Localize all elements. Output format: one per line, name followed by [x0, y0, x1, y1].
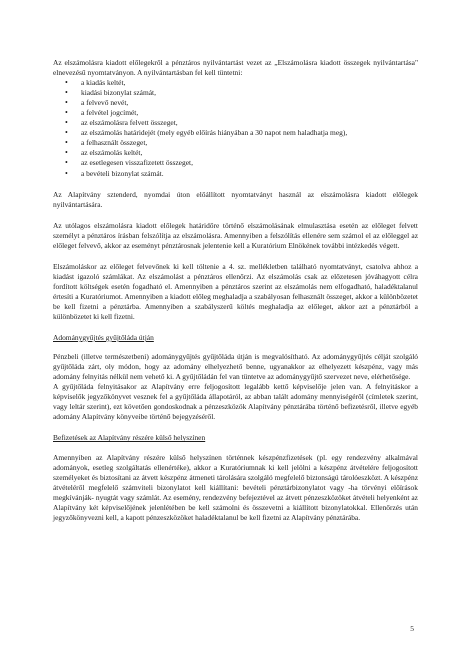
paragraph-collection-box: Pénzbeli (illetve természetbeni) adománygyűjtés gyűjtőláda útján is megvalósítható. Az adománygyűjtés célját szolgáló gyűjtőláda zárt, oly módon, hogy az adomány elhelyezhető benne, ugyanakkor az elhelyezett készpénz, vagy más adomány felnyitás nélkül nem vehető ki. A gyűjtőládán fel van tüntetve az adománygyűjtő szervezet neve, elérhetősége.: [53, 352, 418, 382]
section-heading-external-payments: Befizetések az Alapítvány részére külső helyszínen: [53, 433, 206, 443]
paragraph-deadline: Az utólagos elszámolásra kiadott előlegek határidőre történő elszámolásának elmulasztása esetén az előleget felvett személyt a pénztáros írásban felszólítja az elszámolásra. Amennyiben a felszólítás ellenére sem számol el az előleggel az előleget felvevő, akkor az eseményt pénztárosnak jelentenie kell a Kuratórium Elnökének további intézkedés végett.: [53, 220, 418, 250]
paragraph-settlement: Elszámoláskor az előleget felvevőnek ki kell töltenie a 4. sz. mellékletben található nyomtatványt, csatolva ahhoz a kiadást igazoló számlákat. Az elszámolást a pénztáros ellenőrzi. Az elszámolás csak az előzetesen jóváhagyott célra fordított költségek esetén fogadható el. Amennyiben a pénztáros szerint az elszámolás nem elfogadható, haladéktalanul értesíti a Kuratóriumot. Amennyiben a kiadott előleg meghaladja a szabályosan felhasznált összeget, akkor a különbözetet be kell fizetni a pénztárba. Amennyiben a szabályszerű költés meghaladja az előleget, akkor azt a pénztárból a különbözetet ki kell fizetni.: [53, 261, 418, 322]
register-fields-list: [53, 78, 418, 178]
list-item: • a bevételi bizonylat számát.: [53, 169, 418, 179]
list-item: • a felvétel jogcímét,: [53, 108, 418, 118]
page-number: 5: [410, 624, 414, 633]
list-item: • az elszámolás határidejét (mely egyéb előírás hiányában a 30 napot nem haladhatja meg),: [53, 128, 418, 138]
list-item: • kiadási bizonylat számát,: [53, 88, 418, 98]
paragraph-box-opening: A gyűjtőláda felnyitásakor az Alapítvány erre feljogosított legalább kettő képviselője jelen van. A felnyitáskor a képviselők jegyzőkönyvet vesznek fel a gyűjtőláda állapotáról, az abban talált adomány mennyiségéről (címletek szerint, vagy leltár szerint), ezt követően gondoskodnak a pénzeszközök Alapítvány pénztárába történő befizetésről, illetve egyéb adomány Alapítvány könyveibe történő bejegyzéséről.: [53, 382, 418, 422]
intro-paragraph: Az elszámolásra kiadott előlegekről a pénztáros nyilvántartást vezet az „Elszámolásra kiadott összegek nyilvántartása" elnevezésű nyomtatványon. A nyilvántartásban fel kell tüntetni:: [53, 58, 418, 78]
paragraph-standard-form: Az Alapítvány sztenderd, nyomdai úton előállított nyomtatványt használ az elszámolásra kiadott előlegek nyilvántartására.: [53, 189, 418, 209]
list-item: • az elszámolásra felvett összeget,: [53, 118, 418, 128]
list-item: • a kiadás keltét,: [53, 78, 418, 88]
section-heading-collection-box: Adománygyűjtés gyűjtőláda útján: [53, 333, 154, 343]
list-item: • a felhasznált összeget,: [53, 138, 418, 148]
list-item: • az esetlegesen visszafizetett összeget,: [53, 158, 418, 168]
list-item: • az elszámolás keltét,: [53, 148, 418, 158]
list-item: • a felvevő nevét,: [53, 98, 418, 108]
paragraph-external-payments: Amennyiben az Alapítvány részére külső helyszínen történnek készpénzfizetések (pl. egy rendezvény alkalmával adományok, esetleg szolgáltatás ellenértéke), akkor a Kuratóriumnak ki kell jelölni a készpénz átvételére feljogosított személyeket és biztosítani az átvett készpénz átmeneti tárolására szolgáló megfelelő biztonságú tárolóeszközt. A készpénz átvételéről megfelelő számviteli bizonylatot kell kiállítani: bevételi pénztárbizonylatot vagy -ha törvényi előírások megkívánják- nyugtát vagy számlát. Az esemény, rendezvény befejeztével az átvett pénzeszközöket átvételi helyenként az Alapítvány két képviselőjének jelenlétében be kell számolni és összevetni a kiállított bizonylatokkal. Ellenőrzés után jegyzőkönyvezni kell, a kapott pénzeszközöket haladéktalanul be kell fizetni az Alapítvány pénztárába.: [53, 452, 418, 522]
